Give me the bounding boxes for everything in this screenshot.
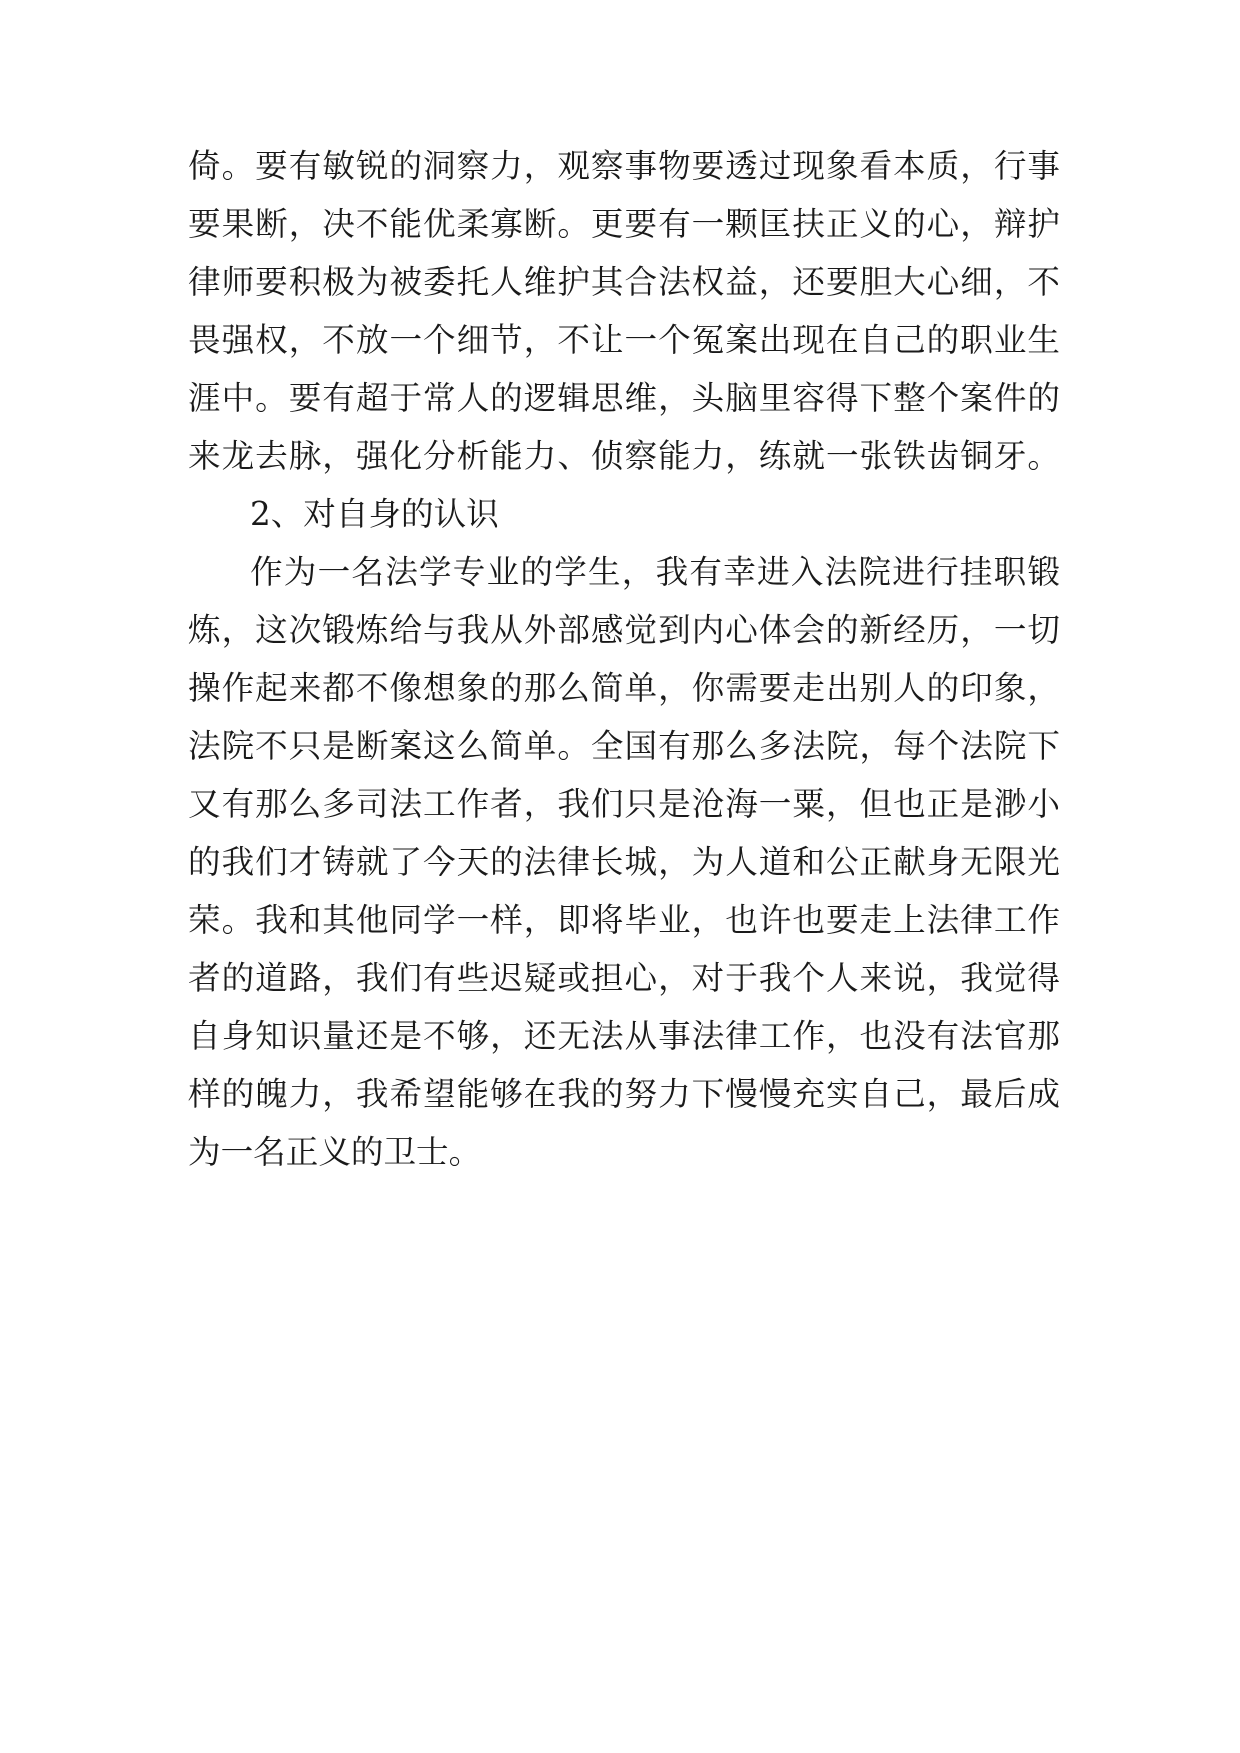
paragraph-2-line-1: 作为一名法学专业的学生，我有幸进入法院进行挂职锻 <box>250 553 1060 591</box>
paragraph-2-line-2: 炼，这次锻炼给与我从外部感觉到内心体会的新经历，一切 <box>188 611 1060 649</box>
paragraph-2-line-3: 操作起来都不像想象的那么简单，你需要走出别人的印象， <box>188 669 1060 707</box>
paragraph-2-line-11: 为一名正义的卫士。 <box>188 1133 482 1171</box>
paragraph-2-line-9: 自身知识量还是不够，还无法从事法律工作，也没有法官那 <box>188 1017 1060 1055</box>
section-heading: 2、对自身的认识 <box>250 495 499 533</box>
paragraph-2-line-10: 样的魄力，我希望能够在我的努力下慢慢充实自己，最后成 <box>188 1075 1060 1113</box>
paragraph-2-line-8: 者的道路，我们有些迟疑或担心，对于我个人来说，我觉得 <box>188 959 1060 997</box>
paragraph-1-line-3: 律师要积极为被委托人维护其合法权益，还要胆大心细，不 <box>188 263 1060 301</box>
paragraph-1-line-5: 涯中。要有超于常人的逻辑思维，头脑里容得下整个案件的 <box>188 379 1060 417</box>
paragraph-1-line-4: 畏强权，不放一个细节，不让一个冤案出现在自己的职业生 <box>188 321 1060 359</box>
paragraph-2-line-4: 法院不只是断案这么简单。全国有那么多法院，每个法院下 <box>188 727 1060 765</box>
paragraph-2-line-6: 的我们才铸就了今天的法律长城，为人道和公正献身无限光 <box>188 843 1060 881</box>
paragraph-1-line-2: 要果断，决不能优柔寡断。更要有一颗匡扶正义的心，辩护 <box>188 205 1060 243</box>
paragraph-1-line-6: 来龙去脉，强化分析能力、侦察能力，练就一张铁齿铜牙。 <box>188 437 1060 475</box>
paragraph-1-line-1: 倚。要有敏锐的洞察力，观察事物要透过现象看本质，行事 <box>188 147 1060 185</box>
paragraph-2-line-5: 又有那么多司法工作者，我们只是沧海一粟，但也正是渺小 <box>188 785 1060 823</box>
paragraph-2-line-7: 荣。我和其他同学一样，即将毕业，也许也要走上法律工作 <box>188 901 1060 939</box>
